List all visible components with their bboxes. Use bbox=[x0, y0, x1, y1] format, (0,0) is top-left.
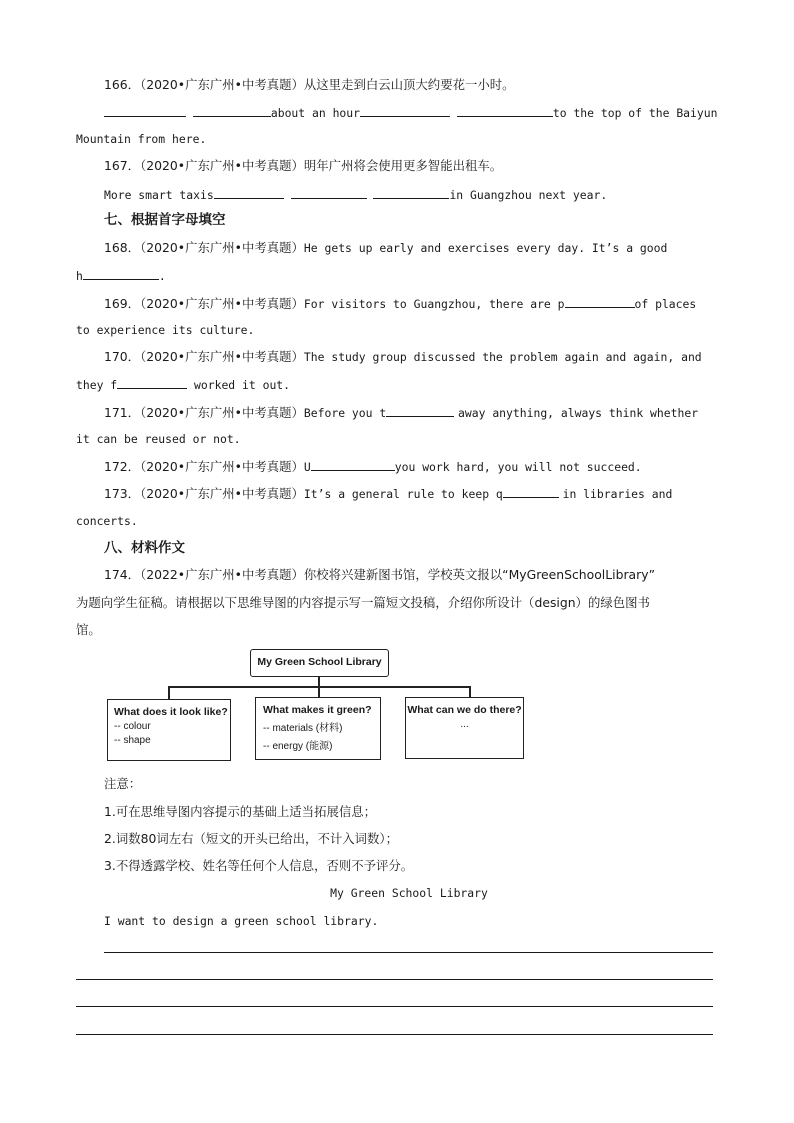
question-start: they f bbox=[76, 378, 118, 392]
section-8-heading: 八、材料作文 bbox=[104, 540, 185, 556]
question-text: For visitors to Guangzhou, there are p bbox=[303, 297, 565, 311]
question-prefix: 168．（2020•广东广州•中考真题） bbox=[104, 240, 304, 255]
question-167-answer-line bbox=[104, 186, 607, 203]
essay-title: My Green School Library bbox=[330, 886, 488, 900]
mind-map-branch-look bbox=[107, 699, 231, 761]
question-168 bbox=[104, 240, 667, 256]
question-prefix: 173．（2020•广东广州•中考真题） bbox=[104, 486, 304, 501]
question-end: you work hard, you will not succeed. bbox=[394, 460, 642, 474]
question-167-start-text: More smart taxis bbox=[104, 188, 214, 202]
question-172 bbox=[104, 458, 642, 475]
writing-line[interactable] bbox=[104, 952, 713, 953]
branch-title: What does it look like? bbox=[114, 706, 228, 718]
answer-blank[interactable] bbox=[503, 485, 559, 498]
question-166-answer-line bbox=[104, 104, 717, 121]
question-171 bbox=[104, 404, 698, 421]
question-174-line-3: 馆。 bbox=[76, 622, 101, 637]
first-letter: h bbox=[76, 269, 83, 283]
question-end: worked it out. bbox=[194, 378, 291, 392]
question-170 bbox=[104, 349, 702, 365]
question-171-continuation: it can be reused or not. bbox=[76, 432, 241, 446]
answer-blank[interactable] bbox=[291, 186, 367, 199]
question-166-continuation: Mountain from here. bbox=[76, 132, 207, 146]
note-item-1: 1.可在思维导图内容提示的基础上适当拓展信息； bbox=[104, 804, 377, 819]
branch-title: What makes it green? bbox=[263, 704, 372, 716]
note-item-3: 3.不得透露学校、姓名等任何个人信息，否则不予评分。 bbox=[104, 858, 414, 873]
question-end: of places bbox=[634, 297, 697, 311]
branch-item: ... bbox=[460, 719, 469, 730]
question-text: U bbox=[303, 460, 311, 474]
question-174-line-2: 为题向学生征稿。请根据以下思维导图的内容提示写一篇短文投稿，介绍你所设计（design）的绿色图书 bbox=[76, 595, 650, 610]
mind-map-branch-do bbox=[405, 697, 524, 759]
question-text: He gets up early and exercises every day. It’s a good bbox=[303, 241, 668, 255]
question-text: The study group discussed the problem again and again, and bbox=[303, 350, 702, 364]
question-174-line-1: 174．（2022•广东广州•中考真题）你校将兴建新图书馆，学校英文报以“MyGreenSchoolLibrary” bbox=[104, 567, 655, 582]
answer-blank[interactable] bbox=[104, 104, 186, 117]
question-text: It’s a general rule to keep q bbox=[303, 487, 503, 501]
question-168-continuation bbox=[76, 267, 166, 284]
branch-item: -- energy (能源) bbox=[263, 741, 333, 752]
writing-line[interactable] bbox=[76, 1006, 713, 1007]
answer-blank[interactable] bbox=[360, 104, 450, 117]
mind-map-root-label: My Green School Library bbox=[257, 656, 382, 668]
branch-item: -- colour bbox=[114, 721, 151, 732]
question-end: in libraries and bbox=[562, 487, 673, 501]
question-167-stem: 167．（2020•广东广州•中考真题）明年广州将会使用更多智能出租车。 bbox=[104, 158, 503, 173]
connector bbox=[168, 686, 170, 700]
question-173-continuation: concerts. bbox=[76, 514, 138, 528]
answer-blank[interactable] bbox=[214, 186, 284, 199]
mind-map-branch-green bbox=[255, 697, 381, 760]
question-166-stem: 166．（2020•广东广州•中考真题）从这里走到白云山顶大约要花一小时。 bbox=[104, 77, 515, 92]
section-7-heading: 七、根据首字母填空 bbox=[104, 212, 226, 228]
answer-blank[interactable] bbox=[117, 376, 187, 389]
question-173 bbox=[104, 485, 672, 502]
question-169-continuation: to experience its culture. bbox=[76, 323, 255, 337]
question-prefix: 172．（2020•广东广州•中考真题） bbox=[104, 459, 304, 474]
writing-line[interactable] bbox=[76, 1034, 713, 1035]
question-169 bbox=[104, 295, 696, 312]
notes-title: 注意： bbox=[104, 776, 142, 791]
answer-blank[interactable] bbox=[457, 104, 553, 117]
writing-line[interactable] bbox=[76, 979, 713, 980]
question-167-end-text: in Guangzhou next year. bbox=[449, 188, 608, 202]
mind-map-root bbox=[250, 649, 389, 677]
question-166-end-text: to the top of the Baiyun bbox=[552, 106, 718, 120]
note-item-2: 2.词数80词左右（短文的开头已给出，不计入词数）； bbox=[104, 831, 398, 846]
essay-opening: I want to design a green school library. bbox=[104, 914, 379, 928]
question-166-mid-text: about an hour bbox=[270, 106, 361, 120]
answer-blank[interactable] bbox=[565, 295, 635, 308]
answer-blank[interactable] bbox=[386, 404, 454, 417]
question-170-continuation bbox=[76, 376, 290, 393]
answer-blank[interactable] bbox=[83, 267, 159, 280]
branch-item: -- shape bbox=[114, 735, 151, 746]
question-end: . bbox=[158, 269, 166, 283]
question-text: Before you t bbox=[303, 406, 387, 420]
question-prefix: 169．（2020•广东广州•中考真题） bbox=[104, 296, 304, 311]
branch-item: -- materials (材料) bbox=[263, 723, 343, 734]
answer-blank[interactable] bbox=[193, 104, 271, 117]
question-prefix: 170．（2020•广东广州•中考真题） bbox=[104, 349, 304, 364]
answer-blank[interactable] bbox=[311, 458, 395, 471]
answer-blank[interactable] bbox=[373, 186, 449, 199]
branch-title: What can we do there? bbox=[407, 704, 522, 716]
question-prefix: 171．（2020•广东广州•中考真题） bbox=[104, 405, 304, 420]
question-end: away anything, always think whether bbox=[458, 406, 699, 420]
